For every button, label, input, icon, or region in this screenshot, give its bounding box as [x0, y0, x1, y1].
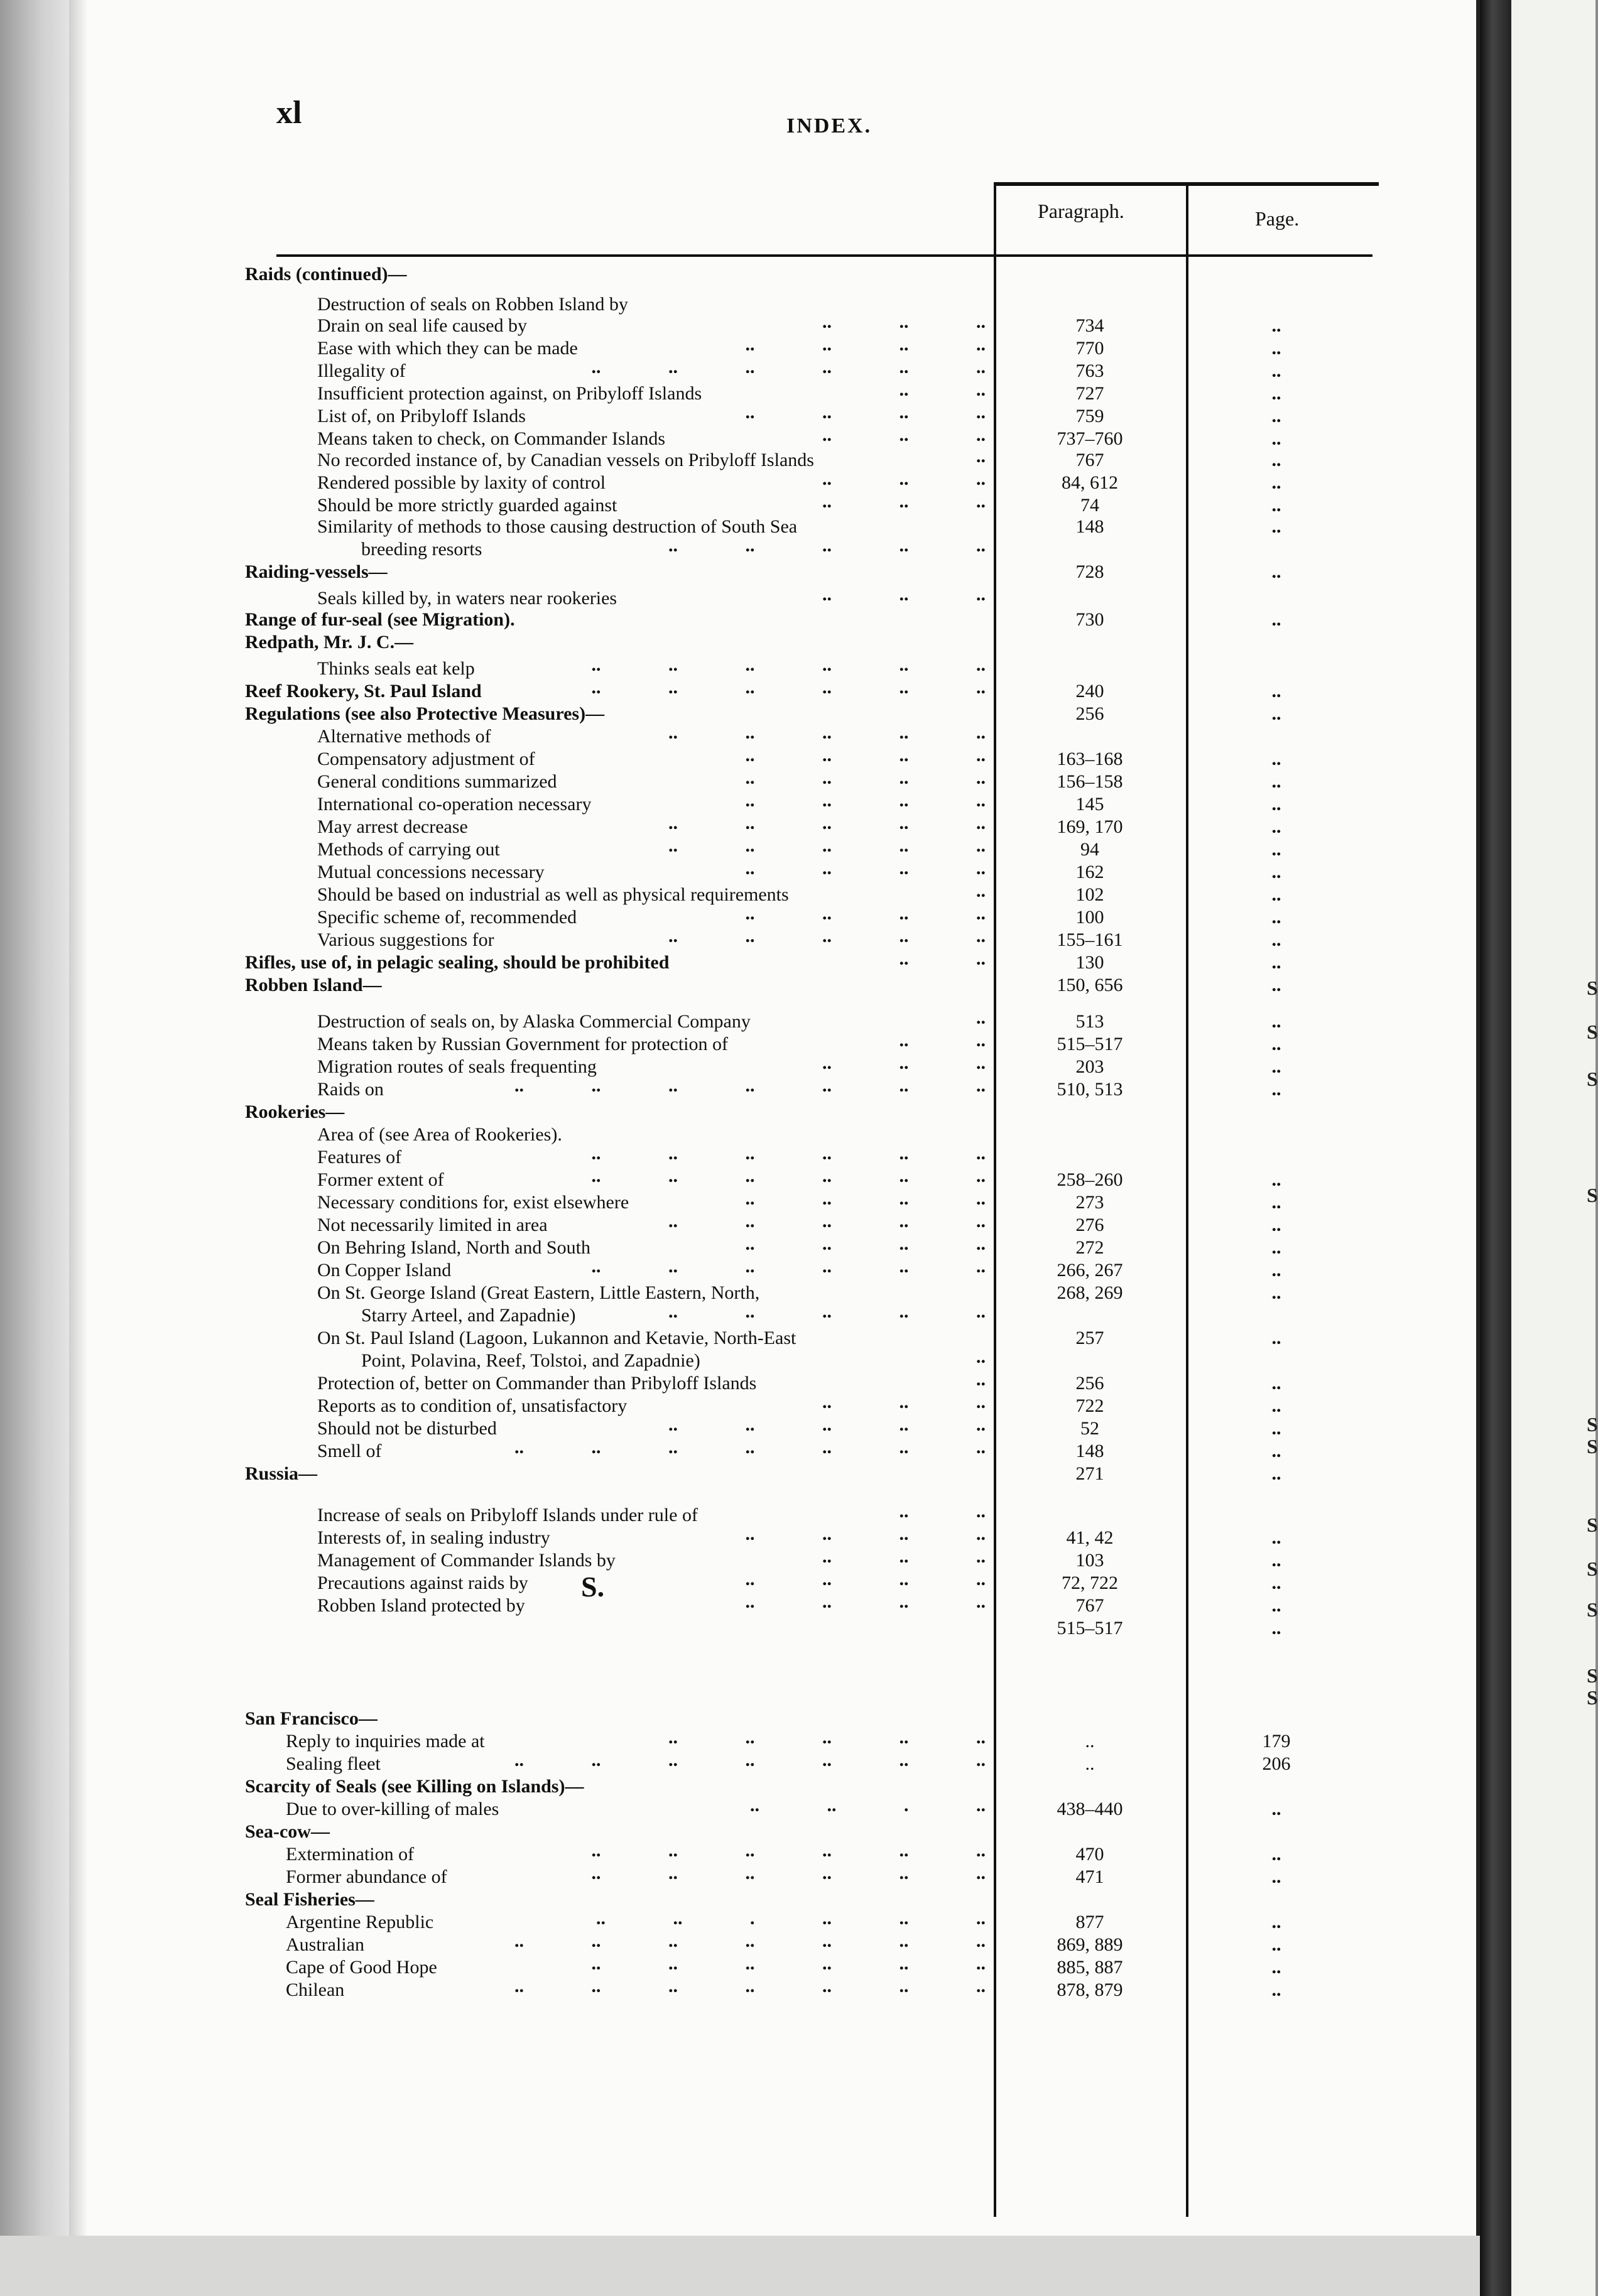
index-entry: Argentine Republic [286, 1912, 434, 1932]
dot-leader: .. .. .. .. .. .. [591, 1953, 986, 1974]
page-number: .. [1271, 1192, 1281, 1213]
index-entry: Raids on [317, 1079, 384, 1100]
dot-leader: .. .. .. .. .. .. [591, 1143, 986, 1164]
index-entry: Alternative methods of [317, 726, 491, 747]
index-entry: Redpath, Mr. J. C.— [245, 632, 414, 653]
page-number: .. [1271, 450, 1281, 470]
page-number: 179 [1262, 1731, 1291, 1752]
page-number: .. [1271, 839, 1281, 860]
index-entry: Mutual concessions necessary [317, 862, 545, 882]
index-entry: Should be based on industrial as well as physical requirements [317, 884, 789, 905]
paragraph-number: 94 [1080, 839, 1099, 860]
dot-leader: .. .. .. .. [745, 1188, 986, 1209]
dot-leader: .. .. .. [822, 584, 986, 605]
index-entry: Reply to inquiries made at [286, 1731, 485, 1752]
index-entry: Area of (see Area of Rookeries). [317, 1124, 562, 1145]
page-number: .. [1271, 749, 1281, 769]
paragraph-number: 130 [1075, 952, 1104, 973]
paragraph-number: 763 [1075, 360, 1104, 381]
paragraph-number: 145 [1075, 794, 1104, 815]
page-number: .. [1271, 952, 1281, 973]
page-edge-shadow [1480, 0, 1511, 2296]
paragraph-number: 240 [1075, 681, 1104, 701]
page-number: .. [1271, 975, 1281, 995]
dot-leader: .. .. .. [822, 468, 986, 489]
page-number: .. [1271, 1418, 1281, 1439]
page-number: .. [1271, 1912, 1281, 1932]
dot-leader: .. [976, 1369, 986, 1390]
dot-leader: .. .. .. .. .. .. [591, 654, 986, 675]
paragraph-number: 510, 513 [1057, 1079, 1123, 1100]
index-entry: Management of Commander Islands by [317, 1550, 616, 1571]
paragraph-number: 273 [1075, 1192, 1104, 1213]
page-number: .. [1271, 1844, 1281, 1865]
index-entry: Chilean [286, 1979, 345, 2000]
index-entry: Protection of, better on Commander than Pribyloff Islands [317, 1373, 757, 1394]
dot-leader: .. .. .. .. .. .. [591, 1840, 986, 1861]
paragraph-number: 728 [1075, 561, 1104, 582]
paragraph-number: 471 [1075, 1866, 1104, 1887]
dot-leader: .. .. .. .. .. [668, 813, 986, 833]
dot-leader: .. .. .. .. .. [668, 535, 986, 556]
page-number: .. [1271, 862, 1281, 882]
page-number: .. [1271, 1034, 1281, 1054]
paragraph-number: 156–158 [1057, 771, 1123, 792]
paragraph-number: 256 [1075, 1373, 1104, 1394]
dot-leader: .. .. .. .. [745, 1233, 986, 1254]
dot-leader: .. .. .. .. [745, 1524, 986, 1544]
adjacent-page-letter: S [1587, 1184, 1598, 1206]
paragraph-number: 41, 42 [1066, 1527, 1114, 1548]
page-number: .. [1271, 1527, 1281, 1548]
index-entry: Increase of seals on Pribyloff Islands under rule of [317, 1505, 698, 1525]
index-entry: Due to over-killing of males [286, 1799, 499, 1819]
page-number: .. [1271, 1215, 1281, 1235]
index-entry: Sea-cow— [245, 1821, 330, 1842]
page-number: .. [1271, 1618, 1281, 1638]
index-entry: Regulations (see also Protective Measures)— [245, 703, 605, 724]
index-entry: On St. George Island (Great Eastern, Little Eastern, North, [317, 1282, 760, 1303]
index-entry: Australian [286, 1934, 364, 1955]
dot-leader: .. .. .. .. [745, 858, 986, 879]
index-entry: Methods of carrying out [317, 839, 500, 860]
index-entry: Range of fur-seal (see Migration). [245, 609, 515, 630]
dot-leader: .. .. [899, 1030, 986, 1051]
page-number: .. [1271, 1934, 1281, 1955]
paragraph-number: 515–517 [1057, 1618, 1123, 1638]
dot-leader: .. .. .. .. [745, 745, 986, 766]
index-entry: Smell of [317, 1441, 382, 1461]
dot-leader: .. [976, 1346, 986, 1367]
index-entry: Means taken by Russian Government for protection of [317, 1034, 729, 1054]
dot-leader: .. .. .. .. [745, 1591, 986, 1612]
paragraph-number: 103 [1075, 1550, 1104, 1571]
index-entry: Similarity of methods to those causing destruction of South Sea [317, 516, 798, 537]
index-entry: breeding resorts [361, 539, 482, 560]
index-entry: Robben Island— [245, 975, 382, 995]
dot-leader: .. .. .. [822, 311, 986, 332]
adjacent-page-letter: S [1587, 1686, 1598, 1709]
index-entry: Illegality of [317, 360, 406, 381]
paragraph-number: 737–760 [1057, 428, 1123, 449]
index-entry: Former abundance of [286, 1866, 447, 1887]
page-number: .. [1271, 1957, 1281, 1978]
paragraph-number: 74 [1080, 495, 1099, 516]
adjacent-page-letter: S [1587, 1413, 1598, 1436]
paragraph-number: 100 [1075, 907, 1104, 928]
dot-leader: .. .. .. .. .. .. [591, 1256, 986, 1277]
page-number: .. [1271, 1237, 1281, 1258]
paragraph-number: 266, 267 [1057, 1260, 1123, 1281]
page-number: .. [1271, 1169, 1281, 1190]
page-number: .. [1271, 383, 1281, 404]
binding-edge [0, 0, 69, 2296]
page-number: .. [1271, 794, 1281, 815]
index-entry: Thinks seals eat kelp [317, 658, 475, 679]
paragraph-number: .. [1085, 1731, 1095, 1752]
page-number: .. [1271, 609, 1281, 630]
dot-leader: .. .. .. .. .. [668, 1727, 986, 1748]
dot-leader: .. .. .. .. .. [668, 1211, 986, 1232]
dot-leader: .. .. .. [822, 425, 986, 445]
paragraph-number: 470 [1075, 1844, 1104, 1865]
paragraph-number: 148 [1075, 516, 1104, 537]
index-entry: Means taken to check, on Commander Islands [317, 428, 666, 449]
index-entry: Rifles, use of, in pelagic sealing, should be prohibited [245, 952, 670, 973]
paragraph-number: 878, 879 [1057, 1979, 1123, 2000]
dot-leader: .. .. .. .. .. [668, 1301, 986, 1322]
page-number: .. [1271, 884, 1281, 905]
index-entry: Rookeries— [245, 1102, 345, 1122]
page-number: .. [1271, 516, 1281, 537]
paragraph-number: 256 [1075, 703, 1104, 724]
dot-leader: .. .. .. .. .. .. [591, 357, 986, 377]
index-entry: Ease with which they can be made [317, 338, 578, 359]
index-entry: Robben Island protected by [317, 1595, 525, 1616]
dot-leader: .. .. .. .. .. [668, 722, 986, 743]
index-entry: Compensatory adjustment of [317, 749, 535, 769]
page-number: .. [1271, 1979, 1281, 2000]
index-entry: Destruction of seals on, by Alaska Commercial Company [317, 1011, 751, 1032]
dot-leader: .. .. .. [822, 1392, 986, 1412]
index-entry: General conditions summarized [317, 771, 557, 792]
index-entry: Cape of Good Hope [286, 1957, 437, 1978]
dot-leader: .. .. .. [822, 491, 986, 512]
page-number: .. [1271, 1573, 1281, 1593]
index-entry: Should be more strictly guarded against [317, 495, 617, 516]
paragraph-number: 770 [1075, 338, 1104, 359]
dot-leader: .. .. .. .. .. [668, 926, 986, 946]
dot-leader: .. .. .. .. .. [668, 1414, 986, 1435]
dot-leader: .. .. .. .. .. .. [591, 1166, 986, 1186]
dot-leader: .. .. .. .. [745, 1569, 986, 1589]
dot-leader: .. .. .. .. .. .. [591, 1863, 986, 1883]
adjacent-page-letter: S [1587, 1021, 1598, 1043]
index-entry: Raids (continued)— [245, 264, 407, 284]
dot-leader: .. [976, 1007, 986, 1028]
dot-leader: .. .. .. .. [745, 402, 986, 423]
index-entry: On Behring Island, North and South [317, 1237, 590, 1258]
adjacent-page-letter: S [1587, 1514, 1598, 1536]
index-entry: May arrest decrease [317, 816, 468, 837]
page-number: .. [1271, 315, 1281, 336]
page-number: .. [1271, 1260, 1281, 1281]
paragraph-number: .. [1085, 1753, 1095, 1774]
adjacent-page-fragment [1511, 0, 1598, 2296]
paragraph-number: 72, 722 [1062, 1573, 1118, 1593]
index-entry: Features of [317, 1147, 402, 1167]
paragraph-number: 727 [1075, 383, 1104, 404]
page-number: .. [1271, 681, 1281, 701]
dot-leader: .. .. [899, 1501, 986, 1522]
paragraph-number: 271 [1075, 1463, 1104, 1484]
paragraph-column-header: Paragraph. [1038, 200, 1124, 222]
index-entry: Reef Rookery, St. Paul Island [245, 681, 482, 701]
page-number: .. [1271, 1463, 1281, 1484]
page-number: .. [1271, 1373, 1281, 1394]
page-gutter-shadow [69, 0, 88, 2236]
adjacent-page-letter: S [1587, 1435, 1598, 1458]
page-number: .. [1271, 1441, 1281, 1461]
section-letter: S. [581, 1571, 605, 1603]
index-entry: Rendered possible by laxity of control [317, 472, 606, 493]
scan-margin [0, 2236, 1480, 2296]
paragraph-number: 148 [1075, 1441, 1104, 1461]
index-entry: Should not be disturbed [317, 1418, 497, 1439]
page-number: .. [1271, 472, 1281, 493]
dot-leader: .. .. .. .. [745, 767, 986, 788]
dot-leader: .. .. .. .. .. .. [591, 677, 986, 698]
dot-leader: .. .. [899, 948, 986, 969]
paragraph-number: 155–161 [1057, 929, 1123, 950]
index-entry: On St. Paul Island (Lagoon, Lukannon and Ketavie, North-East [317, 1328, 796, 1348]
dot-leader: .. .. . .. [750, 1795, 986, 1816]
paragraph-number: 438–440 [1057, 1799, 1123, 1819]
page-number: .. [1271, 1011, 1281, 1032]
page-number: .. [1271, 1328, 1281, 1348]
index-entry: Necessary conditions for, exist elsewhere [317, 1192, 629, 1213]
dot-leader: .. .. .. .. .. .. .. [514, 1976, 986, 1996]
page-number: .. [1271, 816, 1281, 837]
header-rule [276, 254, 1372, 257]
paragraph-number: 885, 887 [1057, 1957, 1123, 1978]
page-number: .. [1271, 907, 1281, 928]
index-entry: Reports as to condition of, unsatisfactory [317, 1395, 628, 1416]
dot-leader: .. .. [899, 379, 986, 400]
index-entry: Former extent of [317, 1169, 444, 1190]
index-entry: Raiding-vessels— [245, 561, 388, 582]
page-folio: xl [276, 95, 302, 131]
page-number: .. [1271, 703, 1281, 724]
page-number: .. [1271, 406, 1281, 426]
dot-leader: .. .. .. .. .. .. .. [514, 1930, 986, 1951]
dot-leader: .. [976, 446, 986, 467]
index-entry: Point, Polavina, Reef, Tolstoi, and Zapadnie) [361, 1350, 700, 1371]
dot-leader: .. .. .. .. [745, 334, 986, 355]
paragraph-number: 767 [1075, 1595, 1104, 1616]
index-entry: Starry Arteel, and Zapadnie) [361, 1305, 576, 1326]
adjacent-page-letter: S [1587, 1557, 1598, 1580]
paragraph-number: 169, 170 [1057, 816, 1123, 837]
paragraph-number: 268, 269 [1057, 1282, 1123, 1303]
paragraph-number: 52 [1080, 1418, 1099, 1439]
paragraph-number: 730 [1075, 609, 1104, 630]
index-entry: Seal Fisheries— [245, 1889, 374, 1910]
page-number: .. [1271, 1079, 1281, 1100]
page-number: .. [1271, 495, 1281, 516]
page-number: .. [1271, 428, 1281, 449]
page-number: .. [1271, 561, 1281, 582]
page-number: .. [1271, 338, 1281, 359]
dot-leader: .. .. .. .. .. [668, 835, 986, 856]
index-entry: Interests of, in sealing industry [317, 1527, 550, 1548]
page-number: .. [1271, 929, 1281, 950]
dot-leader: .. .. .. [822, 1546, 986, 1567]
index-entry: List of, on Pribyloff Islands [317, 406, 526, 426]
index-entry: Insufficient protection against, on Pribyloff Islands [317, 383, 702, 404]
paragraph-number: 150, 656 [1057, 975, 1123, 995]
index-entry: Precautions against raids by [317, 1573, 528, 1593]
index-entry: Various suggestions for [317, 929, 494, 950]
index-entry: Specific scheme of, recommended [317, 907, 577, 928]
index-entry: Seals killed by, in waters near rookeries [317, 588, 617, 609]
page-number: .. [1271, 360, 1281, 381]
paragraph-number: 84, 612 [1062, 472, 1118, 493]
page-number: 206 [1262, 1753, 1291, 1774]
paragraph-number: 759 [1075, 406, 1104, 426]
paragraph-number: 163–168 [1057, 749, 1123, 769]
paragraph-number: 257 [1075, 1328, 1104, 1348]
paragraph-number: 203 [1075, 1056, 1104, 1077]
index-entry: San Francisco— [245, 1708, 378, 1729]
dot-leader: .. .. .. [822, 1053, 986, 1073]
page-number: .. [1271, 1595, 1281, 1616]
page-number: .. [1271, 1056, 1281, 1077]
page-number: .. [1271, 1395, 1281, 1416]
page-number: .. [1271, 1866, 1281, 1887]
index-entry: Sealing fleet [286, 1753, 381, 1774]
index-entry: No recorded instance of, by Canadian vessels on Pribyloff Islands [317, 450, 814, 470]
index-entry: Drain on seal life caused by [317, 315, 528, 336]
dot-leader: .. .. .. .. [745, 903, 986, 924]
paragraph-number: 869, 889 [1057, 1934, 1123, 1955]
page-number: .. [1271, 1550, 1281, 1571]
index-entry: Scarcity of Seals (see Killing on Islands)— [245, 1776, 584, 1797]
adjacent-page-letter: S [1587, 977, 1598, 999]
dot-leader: .. .. .. .. .. .. .. [514, 1750, 986, 1770]
index-entry: Not necessarily limited in area [317, 1215, 548, 1235]
index-entry: International co-operation necessary [317, 794, 592, 815]
paragraph-number: 767 [1075, 450, 1104, 470]
paragraph-number: 102 [1075, 884, 1104, 905]
index-entry: On Copper Island [317, 1260, 452, 1281]
page-column-header: Page. [1255, 207, 1300, 230]
dot-leader: .. .. .. .. [745, 790, 986, 811]
paragraph-number: 515–517 [1057, 1034, 1123, 1054]
running-title: INDEX. [786, 114, 872, 138]
paragraph-number: 877 [1075, 1912, 1104, 1932]
paragraph-number: 276 [1075, 1215, 1104, 1235]
dot-leader: .. .. .. .. .. .. .. [514, 1437, 986, 1458]
index-entry: Extermination of [286, 1844, 415, 1865]
paragraph-number: 162 [1075, 862, 1104, 882]
paragraph-number: 722 [1075, 1395, 1104, 1416]
dot-leader: .. .. . .. .. .. [596, 1908, 986, 1929]
index-entry: Destruction of seals on Robben Island by [317, 294, 628, 315]
index-entry: Migration routes of seals frequenting [317, 1056, 597, 1077]
paragraph-number: 513 [1075, 1011, 1104, 1032]
paragraph-number: 734 [1075, 315, 1104, 336]
page-number: .. [1271, 771, 1281, 792]
paragraph-number: 272 [1075, 1237, 1104, 1258]
paragraph-number: 258–260 [1057, 1169, 1123, 1190]
adjacent-page-letter: S [1587, 1598, 1598, 1621]
adjacent-page-letter: S [1587, 1664, 1598, 1687]
page-number: .. [1271, 1799, 1281, 1819]
index-entry: Russia— [245, 1463, 318, 1484]
adjacent-page-letter: S [1587, 1068, 1598, 1090]
dot-leader: .. .. .. .. .. .. .. [514, 1075, 986, 1096]
dot-leader: .. [976, 880, 986, 901]
page-number: .. [1271, 1282, 1281, 1303]
